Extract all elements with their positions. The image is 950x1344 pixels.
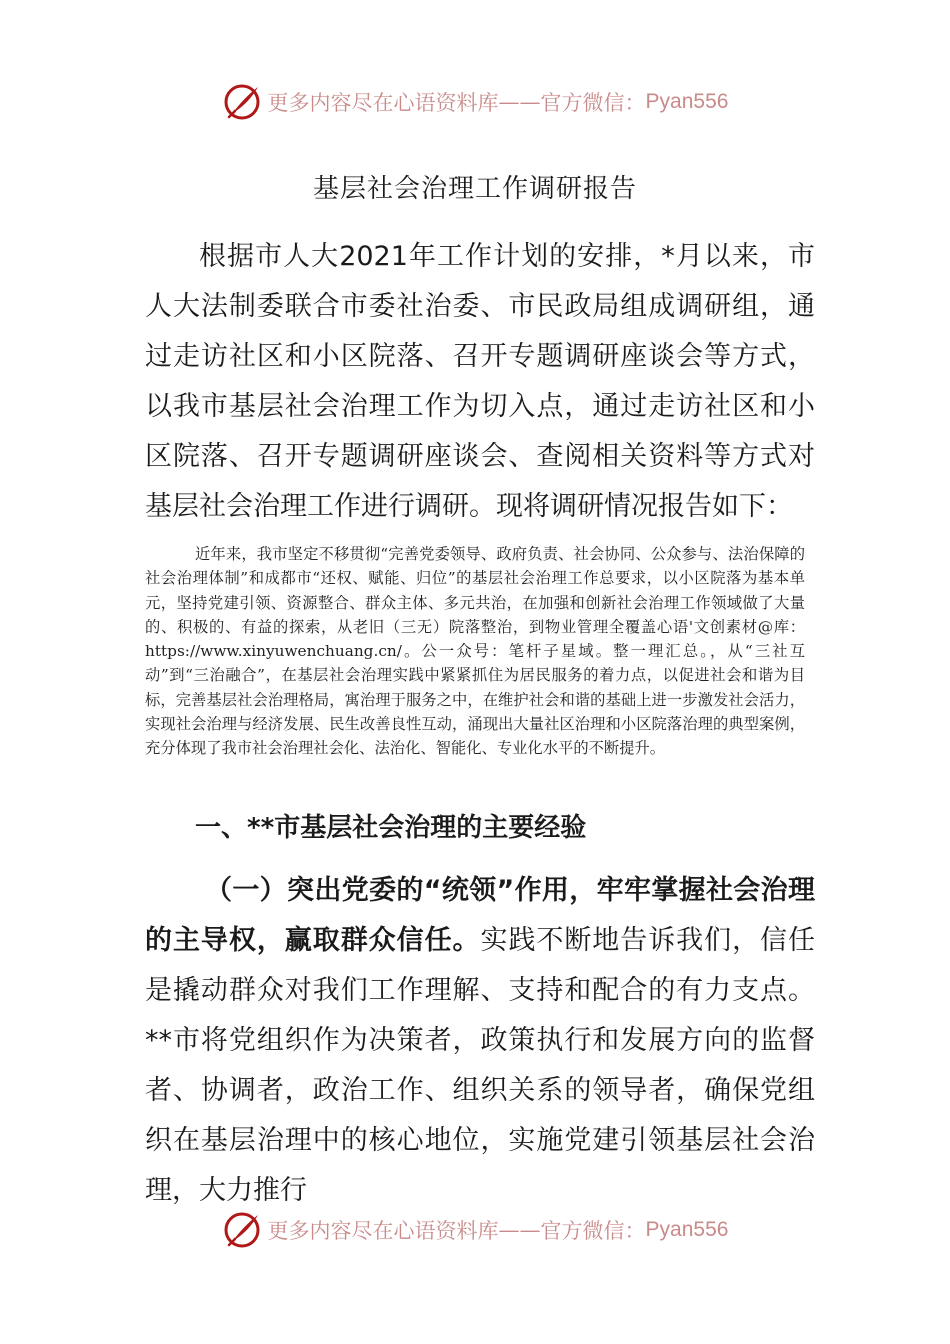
watermark-wechat-label: 官方微信： (540, 91, 646, 115)
watermark-separator: —— (498, 90, 541, 114)
intro-paragraph: 根据市人大2021年工作计划的安排，*月以来，市人大法制委联合市委社治委、市民政局组成调研组，通过走访社区和小区院落、召开专题调研座谈会等方式，以我市基层社会治理工作为切入点，通过走访社区和小区院落、召开专题调研座谈会、查阅相关资料等方式对基层社会治理工作进行调研。现将调研情况报告如下： (145, 241, 815, 522)
header-watermark (0, 80, 950, 124)
quill-logo-icon (222, 82, 262, 122)
quill-logo-icon (222, 1210, 262, 1250)
footer-watermark (0, 1208, 950, 1252)
section-body (145, 866, 815, 1216)
section-body-text: 实践不断地告诉我们，信任是撬动群众对我们工作理解、支持和配合的有力支点。**市将党组织作为决策者，政策执行和发展方向的监督者、协调者，政治工作、组织关系的领导者，确保党组织在基层治理中的核心地位，实施党建引领基层社会治理，大力推行 (145, 925, 816, 1206)
watermark-wechat-id: Pyan556 (645, 90, 729, 113)
watermark-text: 更多内容尽在心语资料库 (267, 91, 499, 115)
watermark-text: 更多内容尽在心语资料库 (267, 1219, 499, 1243)
watermark-wechat-id: Pyan556 (645, 1218, 729, 1241)
document-title: 基层社会治理工作调研报告 (312, 174, 637, 204)
watermark-wechat-label: 官方微信： (540, 1219, 646, 1243)
section-heading: 一、**市基层社会治理的主要经验 (195, 813, 587, 843)
watermark-separator: —— (498, 1218, 541, 1242)
background-paragraph: 近年来，我市坚定不移贯彻“完善党委领导、政府负责、社会协同、公众参与、法治保障的社会治理体制”和成都市“还权、赋能、归位”的基层社会治理工作总要求，以小区院落为基本单元，坚持党建引领、资源整合、群众主体、多元共治，在加强和创新社会治理工作领域做了大量的、积极的、有益的探索，从老旧（三无）院落整治，到物业管理全覆盖心语'文创素材@库：https://www.xinyuwenchuang.cn/。公一众号：笔杆子星域。整一理汇总。，从“三社互动”到“三治融合”，在基层社会治理实践中紧紧抓住为居民服务的着力点，以促进社会和谐为目标，完善基层社会治理格局，寓治理于服务之中，在维护社会和谐的基础上进一步激发社会活力，实现社会治理与经济发展、民生改善良性互动，涌现出大量社区治理和小区院落治理的典型案例，充分体现了我市社会治理社会化、法治化、智能化、专业化水平的不断提升。 (145, 545, 805, 758)
subsection-heading: （一）突出党委的“统领”作用，牢牢掌握社会治理的主导权，赢取群众信任。 (145, 875, 815, 956)
